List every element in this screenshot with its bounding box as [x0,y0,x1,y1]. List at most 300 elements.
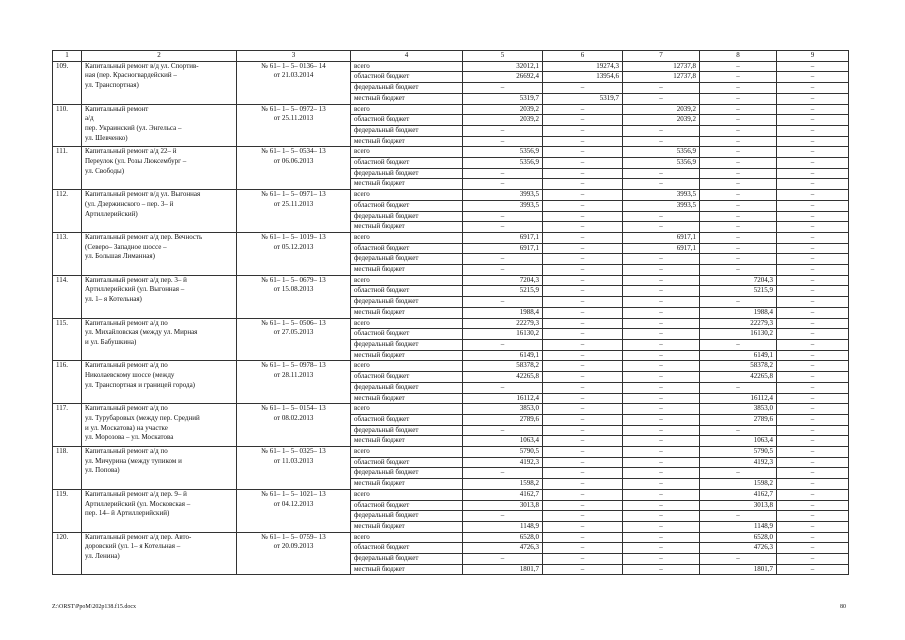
column-header: 8 [700,51,777,62]
funding-source: областной бюджет [351,500,463,511]
amount-cell: – [700,254,777,265]
table-row [53,404,849,415]
amount-cell: – [777,93,849,104]
amount-cell: – [623,83,700,94]
amount-cell: 3993,5 [463,190,543,201]
amount-cell: 58378,2 [700,361,777,372]
object-name: Капитальный ремонт в/д ул. Спортив- ная (пер. Красногвардейский – ул. Транспортная) [82,61,237,104]
amount-cell: – [700,211,777,222]
amount-cell: 7204,3 [463,275,543,286]
funding-source: местный бюджет [351,436,463,447]
amount-cell: – [543,436,623,447]
amount-cell: – [543,329,623,340]
amount-cell: 3993,5 [463,200,543,211]
funding-source: федеральный бюджет [351,468,463,479]
amount-cell: – [463,468,543,479]
table-row [53,104,849,115]
funding-source: всего [351,147,463,158]
amount-cell: – [623,554,700,565]
amount-cell: 5356,9 [463,147,543,158]
amount-cell: – [543,500,623,511]
document-number: № 61– 1– 5– 0759– 13 от 20.09.2013 [237,532,351,575]
amount-cell: – [543,554,623,565]
amount-cell: – [777,265,849,276]
amount-cell: – [777,232,849,243]
amount-cell: – [463,83,543,94]
amount-cell: – [700,72,777,83]
amount-cell: 16130,2 [463,329,543,340]
amount-cell: – [623,168,700,179]
amount-cell: 2039,2 [463,104,543,115]
amount-cell: 5356,9 [463,158,543,169]
funding-source: всего [351,61,463,72]
amount-cell: – [777,361,849,372]
amount-cell: 12737,8 [623,72,700,83]
amount-cell: 26692,4 [463,72,543,83]
amount-cell: – [623,382,700,393]
amount-cell: – [700,425,777,436]
amount-cell: – [777,104,849,115]
amount-cell: 1598,2 [463,479,543,490]
amount-cell: – [543,168,623,179]
amount-cell: 1988,4 [463,307,543,318]
funding-source: федеральный бюджет [351,125,463,136]
funding-source: областной бюджет [351,158,463,169]
amount-cell: – [623,329,700,340]
amount-cell: 42265,8 [463,372,543,383]
funding-source: местный бюджет [351,265,463,276]
amount-cell: – [623,500,700,511]
amount-cell: – [623,361,700,372]
object-name: Капитальный ремонт а/д пер. 3– й Артиллерийский (ул. Выгонная – ул. 1– я Котельная) [82,275,237,318]
amount-cell: – [700,179,777,190]
amount-cell: – [777,414,849,425]
amount-cell: 5215,9 [463,286,543,297]
document-number: № 61– 1– 5– 0506– 13 от 27.05.2013 [237,318,351,361]
amount-cell: 16112,4 [700,393,777,404]
amount-cell: – [543,350,623,361]
amount-cell: 1598,2 [700,479,777,490]
amount-cell: – [777,350,849,361]
amount-cell: 4162,7 [700,489,777,500]
document-number: № 61– 1– 5– 0978– 13 от 28.11.2013 [237,361,351,404]
amount-cell: – [463,179,543,190]
amount-cell: 6917,1 [623,243,700,254]
amount-cell: 4726,3 [463,543,543,554]
amount-cell: 3993,5 [623,190,700,201]
document-number: № 61– 1– 5– 0136– 14 от 21.03.2014 [237,61,351,104]
amount-cell: – [543,414,623,425]
amount-cell: – [543,404,623,415]
document-number: № 61– 1– 5– 1021– 13 от 04.12.2013 [237,489,351,532]
column-header: 5 [463,51,543,62]
amount-cell: – [777,297,849,308]
document-number: № 61– 1– 5– 0325– 13 от 11.03.2013 [237,447,351,490]
object-name: Капитальный ремонт а/д пер. Вечность (Северо– Западное шоссе – ул. Большая Лиманная) [82,232,237,275]
amount-cell: – [777,339,849,350]
object-name: Капитальный ремонт а/д по ул. Мичурина (между тупиком и ул. Попова) [82,447,237,490]
amount-cell: – [623,532,700,543]
amount-cell: – [543,468,623,479]
amount-cell: 3993,5 [623,200,700,211]
funding-source: федеральный бюджет [351,339,463,350]
amount-cell: 5215,9 [700,286,777,297]
amount-cell: – [700,104,777,115]
amount-cell: – [623,350,700,361]
amount-cell: – [623,521,700,532]
object-name: Капитальный ремонт а/д по Николаевскому шоссе (между ул. Транспортная и границей города) [82,361,237,404]
amount-cell: – [543,425,623,436]
amount-cell: – [543,147,623,158]
amount-cell: – [700,468,777,479]
funding-source: федеральный бюджет [351,511,463,522]
funding-source: местный бюджет [351,93,463,104]
amount-cell: – [543,521,623,532]
column-header: 3 [237,51,351,62]
funding-source: федеральный бюджет [351,382,463,393]
amount-cell: 5356,9 [623,147,700,158]
amount-cell: – [463,211,543,222]
amount-cell: 42265,8 [700,372,777,383]
funding-source: всего [351,275,463,286]
amount-cell: – [543,211,623,222]
amount-cell: – [700,382,777,393]
amount-cell: – [543,297,623,308]
amount-cell: – [623,211,700,222]
amount-cell: 5356,9 [623,158,700,169]
amount-cell: – [543,543,623,554]
amount-cell: – [700,190,777,201]
amount-cell: – [777,125,849,136]
funding-source: областной бюджет [351,72,463,83]
amount-cell: 2039,2 [463,115,543,126]
column-header: 7 [623,51,700,62]
row-number: 114. [53,275,82,318]
amount-cell: 2039,2 [623,115,700,126]
amount-cell: 2039,2 [623,104,700,115]
amount-cell: 22279,3 [463,318,543,329]
amount-cell: – [777,72,849,83]
funding-source: местный бюджет [351,179,463,190]
amount-cell: 3013,8 [700,500,777,511]
amount-cell: – [777,243,849,254]
amount-cell: – [700,83,777,94]
amount-cell: 6917,1 [623,232,700,243]
funding-source: всего [351,447,463,458]
amount-cell: – [623,93,700,104]
amount-cell: – [777,168,849,179]
amount-cell: – [777,479,849,490]
amount-cell: – [777,511,849,522]
amount-cell: – [777,179,849,190]
amount-cell: – [463,511,543,522]
table-row [53,361,849,372]
amount-cell: – [623,414,700,425]
amount-cell: – [700,339,777,350]
amount-cell: – [463,554,543,565]
funding-source: всего [351,318,463,329]
row-number: 109. [53,61,82,104]
amount-cell: – [777,318,849,329]
amount-cell: – [777,329,849,340]
amount-cell: 1988,4 [700,307,777,318]
amount-cell: 4192,3 [700,457,777,468]
funding-source: федеральный бюджет [351,211,463,222]
document-number: № 61– 1– 5– 1019– 13 от 05.12.2013 [237,232,351,275]
funding-source: федеральный бюджет [351,168,463,179]
amount-cell: 6149,1 [463,350,543,361]
amount-cell: – [543,190,623,201]
table-body [53,51,849,575]
amount-cell: – [463,125,543,136]
amount-cell: – [623,339,700,350]
amount-cell: – [623,307,700,318]
row-number: 117. [53,404,82,447]
amount-cell: – [623,275,700,286]
amount-cell: – [463,297,543,308]
amount-cell: – [463,136,543,147]
amount-cell: – [777,115,849,126]
amount-cell: – [777,200,849,211]
amount-cell: – [543,447,623,458]
amount-cell: – [700,554,777,565]
amount-cell: – [543,307,623,318]
amount-cell: – [777,564,849,575]
amount-cell: – [463,382,543,393]
amount-cell: – [700,125,777,136]
row-number: 118. [53,447,82,490]
amount-cell: – [700,222,777,233]
amount-cell: – [623,265,700,276]
amount-cell: 16130,2 [700,329,777,340]
funding-source: федеральный бюджет [351,83,463,94]
amount-cell: – [543,564,623,575]
amount-cell: – [623,318,700,329]
amount-cell: 1148,9 [463,521,543,532]
amount-cell: – [777,147,849,158]
amount-cell: 6528,0 [463,532,543,543]
amount-cell: 4162,7 [463,489,543,500]
funding-source: федеральный бюджет [351,425,463,436]
amount-cell: – [777,286,849,297]
funding-source: местный бюджет [351,521,463,532]
amount-cell: – [543,393,623,404]
amount-cell: – [623,436,700,447]
amount-cell: – [700,265,777,276]
amount-cell: 3013,8 [463,500,543,511]
amount-cell: – [623,511,700,522]
funding-source: федеральный бюджет [351,254,463,265]
amount-cell: – [777,554,849,565]
amount-cell: – [777,543,849,554]
funding-source: областной бюджет [351,414,463,425]
amount-cell: – [543,125,623,136]
object-name: Капитальный ремонт а/д по ул. Турубаровых (между пер. Средний и ул. Москатова) на участке ул. Морозова – ул. Москатова [82,404,237,447]
amount-cell: – [543,457,623,468]
amount-cell: – [543,479,623,490]
amount-cell: 19274,3 [543,61,623,72]
funding-source: федеральный бюджет [351,554,463,565]
amount-cell: – [777,222,849,233]
amount-cell: 58378,2 [463,361,543,372]
funding-source: федеральный бюджет [351,297,463,308]
amount-cell: – [777,425,849,436]
amount-cell: 3853,0 [700,404,777,415]
amount-cell: – [543,232,623,243]
amount-cell: – [623,297,700,308]
table-row [53,275,849,286]
amount-cell: – [623,179,700,190]
amount-cell: – [623,479,700,490]
amount-cell: – [623,425,700,436]
amount-cell: – [700,93,777,104]
amount-cell: 1063,4 [700,436,777,447]
amount-cell: 1148,9 [700,521,777,532]
column-header: 4 [351,51,463,62]
amount-cell: 6149,1 [700,350,777,361]
row-number: 112. [53,190,82,233]
amount-cell: – [700,232,777,243]
amount-cell: – [700,200,777,211]
amount-cell: – [543,532,623,543]
funding-source: всего [351,361,463,372]
amount-cell: – [463,339,543,350]
amount-cell: – [700,168,777,179]
funding-source: областной бюджет [351,543,463,554]
amount-cell: – [623,543,700,554]
funding-source: всего [351,489,463,500]
row-number: 115. [53,318,82,361]
amount-cell: – [463,425,543,436]
column-header: 2 [82,51,237,62]
column-header: 6 [543,51,623,62]
funding-source: областной бюджет [351,200,463,211]
amount-cell: – [777,61,849,72]
amount-cell: 5319,7 [463,93,543,104]
amount-cell: – [463,254,543,265]
object-name: Капитальный ремонт а/д пер. Украинский (ул. Энгельса – ул. Шевченко) [82,104,237,147]
amount-cell: – [777,489,849,500]
column-header: 9 [777,51,849,62]
amount-cell: – [777,532,849,543]
amount-cell: – [623,489,700,500]
amount-cell: – [777,382,849,393]
amount-cell: – [623,125,700,136]
amount-cell: 4726,3 [700,543,777,554]
amount-cell: – [623,457,700,468]
funding-source: областной бюджет [351,243,463,254]
amount-cell: – [777,190,849,201]
amount-cell: – [463,168,543,179]
amount-cell: 3853,0 [463,404,543,415]
amount-cell: – [777,83,849,94]
funding-source: всего [351,104,463,115]
column-header: 1 [53,51,82,62]
row-number: 116. [53,361,82,404]
amount-cell: – [623,393,700,404]
amount-cell: – [777,393,849,404]
amount-cell: – [623,222,700,233]
amount-cell: – [543,372,623,383]
budget-table [52,50,849,575]
document-number: № 61– 1– 5– 0154– 13 от 08.02.2013 [237,404,351,447]
row-number: 113. [53,232,82,275]
amount-cell: 22279,3 [700,318,777,329]
funding-source: областной бюджет [351,115,463,126]
table-row [53,232,849,243]
amount-cell: 6917,1 [463,232,543,243]
document-number: № 61– 1– 5– 0534– 13 от 06.06.2013 [237,147,351,190]
funding-source: местный бюджет [351,564,463,575]
table-row [53,147,849,158]
funding-source: областной бюджет [351,457,463,468]
amount-cell: – [543,222,623,233]
funding-source: областной бюджет [351,286,463,297]
amount-cell: 2789,6 [463,414,543,425]
amount-cell: 16112,4 [463,393,543,404]
amount-cell: – [777,211,849,222]
funding-source: местный бюджет [351,222,463,233]
amount-cell: 12737,8 [623,61,700,72]
object-name: Капитальный ремонт а/д пер. 9– й Артиллерийский (ул. Московская – пер. 14– й Артиллерийский) [82,489,237,532]
funding-source: местный бюджет [351,479,463,490]
amount-cell: – [700,147,777,158]
amount-cell: – [777,254,849,265]
amount-cell: – [700,136,777,147]
amount-cell: – [543,339,623,350]
footer-file-path: Z:\ORST\PpoM\202p138.f15.docx [52,604,137,610]
amount-cell: 5319,7 [543,93,623,104]
funding-source: местный бюджет [351,350,463,361]
amount-cell: – [463,265,543,276]
row-number: 120. [53,532,82,575]
amount-cell: – [543,511,623,522]
amount-cell: – [777,136,849,147]
amount-cell: – [623,254,700,265]
document-number: № 61– 1– 5– 0972– 13 от 25.11.2013 [237,104,351,147]
amount-cell: – [777,447,849,458]
table-row [53,61,849,72]
amount-cell: 1801,7 [463,564,543,575]
amount-cell: – [777,500,849,511]
row-number: 111. [53,147,82,190]
amount-cell: – [543,136,623,147]
amount-cell: – [543,200,623,211]
amount-cell: – [777,404,849,415]
document-number: № 61– 1– 5– 0971– 13 от 25.11.2013 [237,190,351,233]
amount-cell: – [777,436,849,447]
amount-cell: – [777,468,849,479]
amount-cell: – [543,179,623,190]
amount-cell: – [543,243,623,254]
table-row [53,318,849,329]
row-number: 119. [53,489,82,532]
amount-cell: – [543,104,623,115]
table-row [53,489,849,500]
amount-cell: – [543,275,623,286]
funding-source: всего [351,190,463,201]
amount-cell: – [623,564,700,575]
object-name: Капитальный ремонт а/д пер. Авто- доровский (ул. 1– я Котельная – ул. Ленина) [82,532,237,575]
amount-cell: – [700,511,777,522]
amount-cell: – [543,158,623,169]
table-row [53,447,849,458]
amount-cell: – [543,254,623,265]
funding-source: областной бюджет [351,329,463,340]
amount-cell: – [623,447,700,458]
amount-cell: – [700,297,777,308]
amount-cell: – [777,307,849,318]
